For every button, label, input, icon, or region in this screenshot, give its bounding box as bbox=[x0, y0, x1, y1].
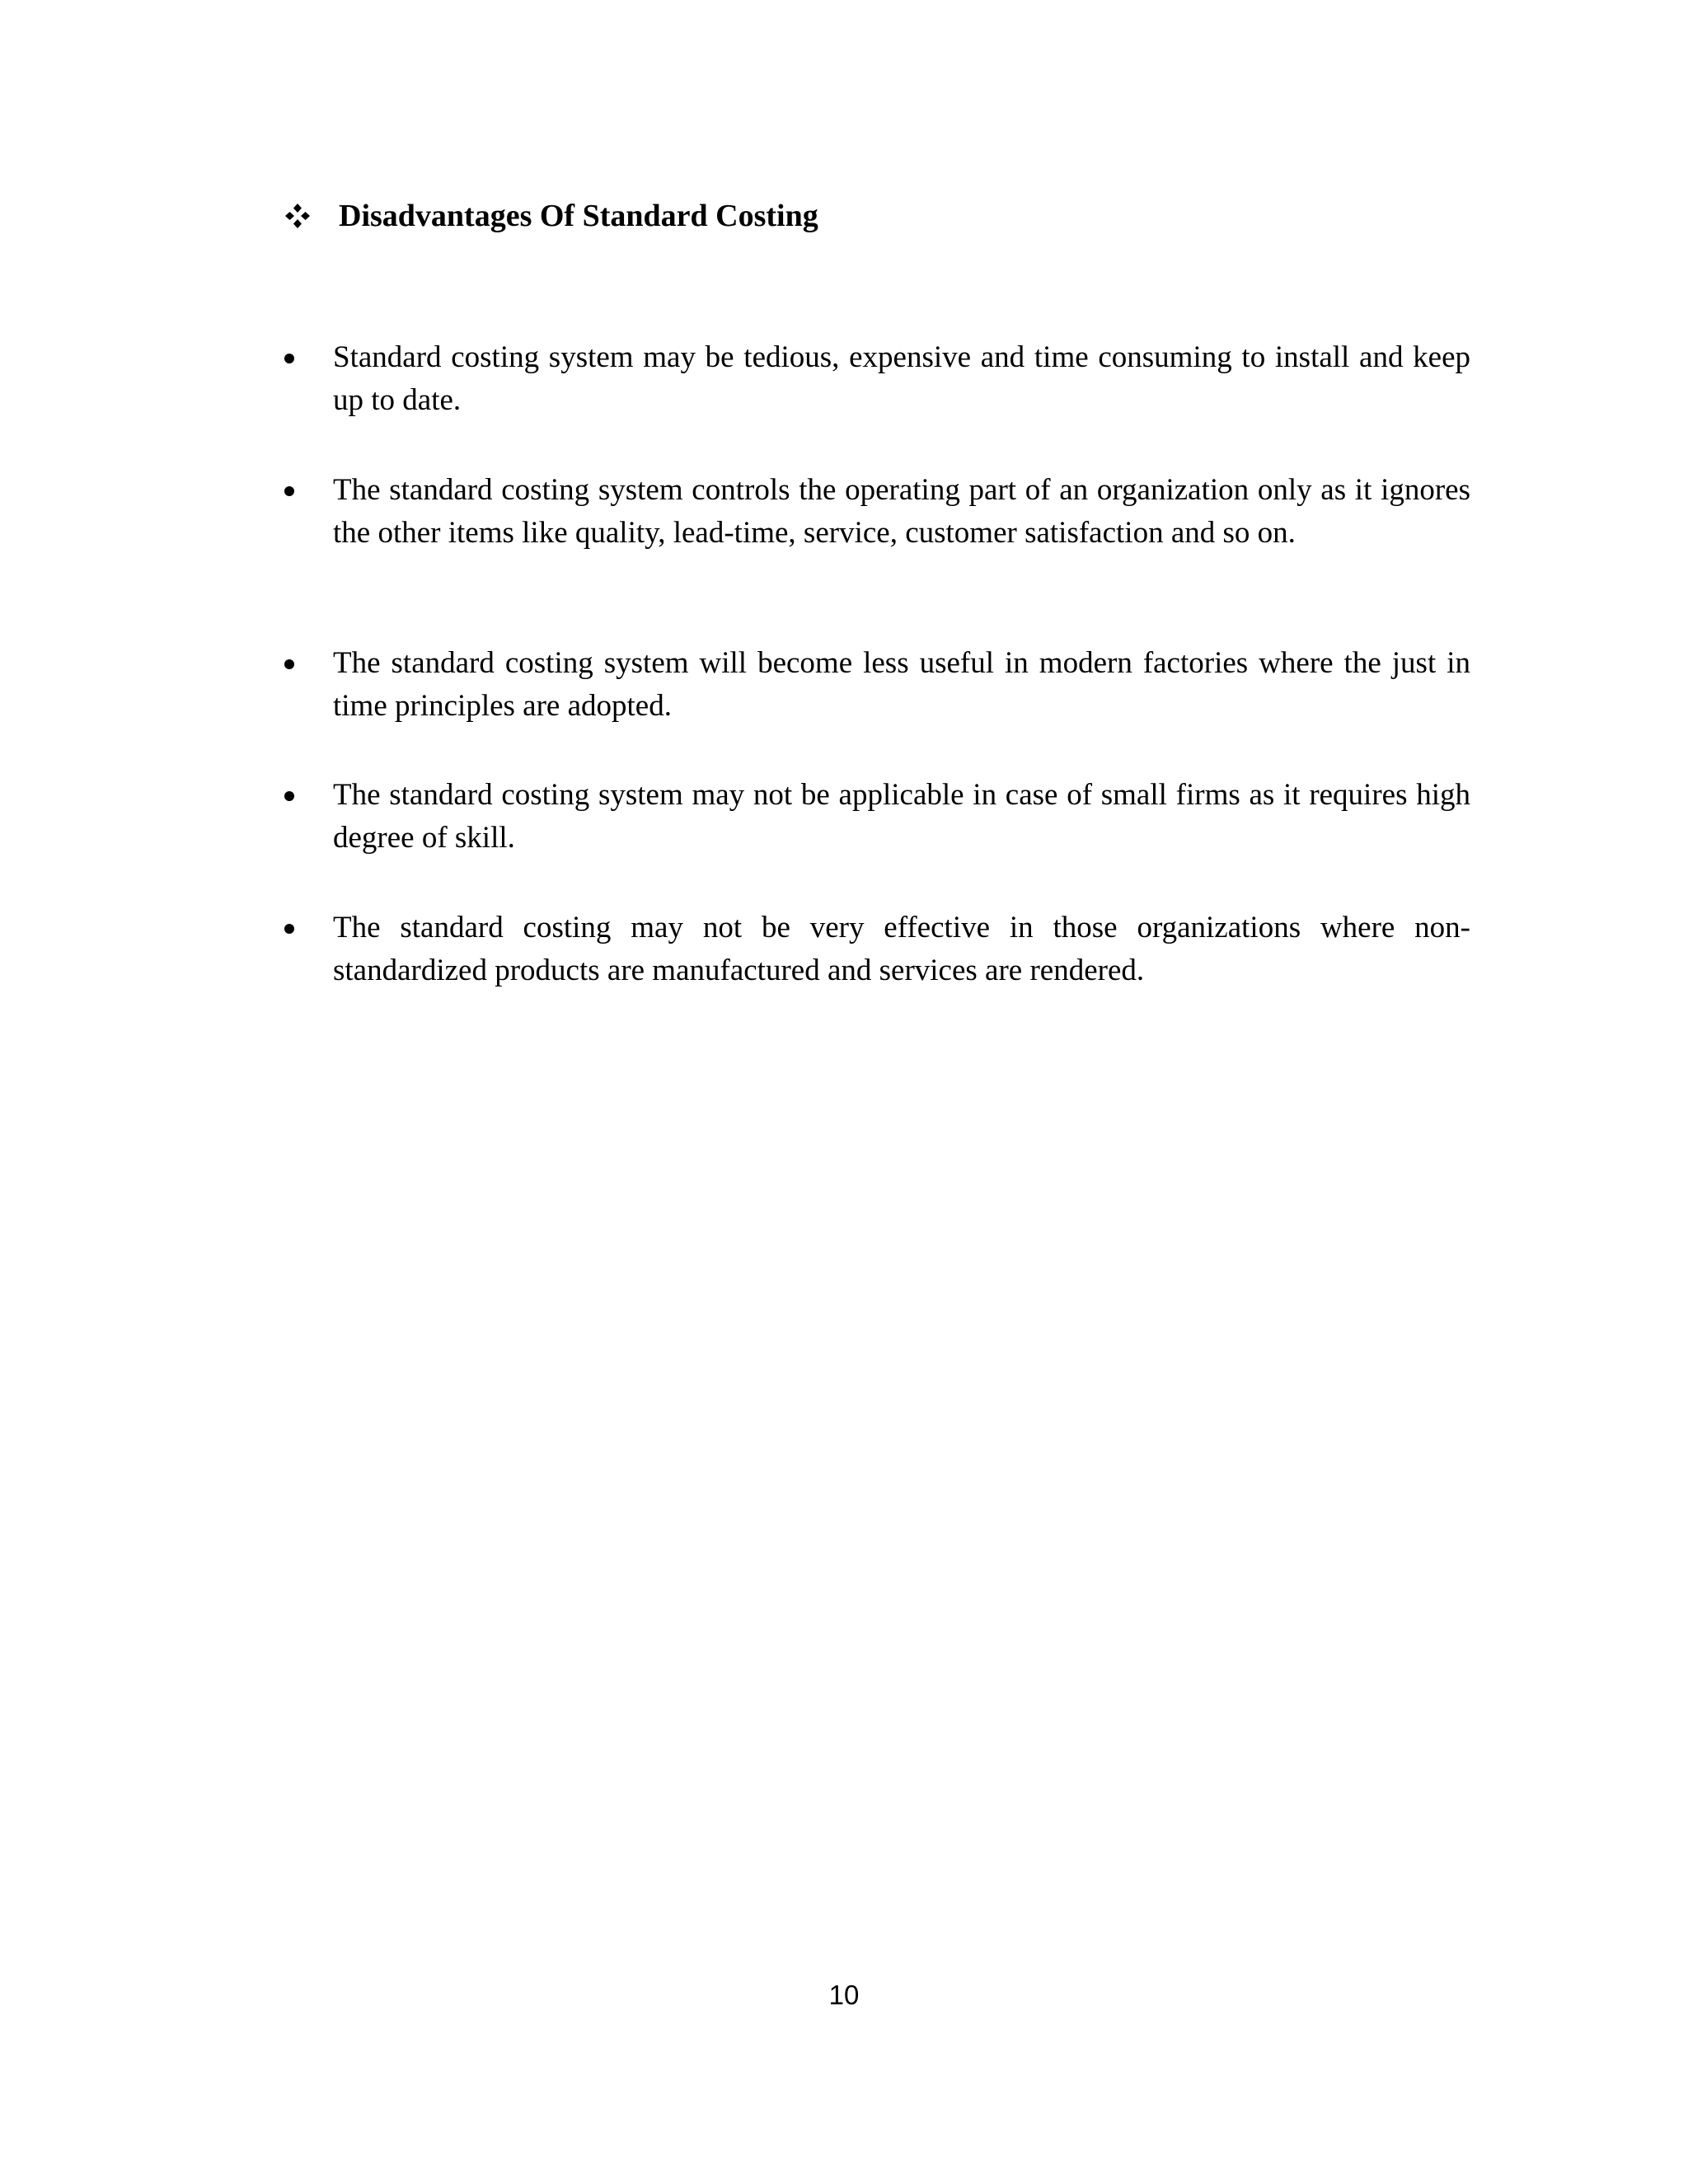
four-diamond-bullet-icon bbox=[284, 203, 311, 229]
list-item-text: Standard costing system may be tedious, expensive and time consuming to install and keep up to date. bbox=[333, 340, 1470, 417]
bullet-icon bbox=[284, 486, 294, 496]
bullet-icon bbox=[284, 791, 294, 801]
list-item-text: The standard costing may not be very effective in those organizations where non-standardized products are manufactured and services are rendered. bbox=[333, 911, 1470, 987]
bullet-icon bbox=[284, 354, 294, 363]
list-item-text: The standard costing system will become less useful in modern factories where the just in time principles are adopted. bbox=[333, 646, 1470, 723]
bullet-icon bbox=[284, 924, 294, 934]
bullet-icon bbox=[284, 659, 294, 669]
page-number: 10 bbox=[828, 1980, 860, 2010]
section-heading bbox=[284, 193, 818, 239]
list-item-text: The standard costing system controls the operating part of an organization only as it ignores the other items like quality, lead-time, service, customer satisfaction and so on. bbox=[333, 473, 1470, 550]
list-item-text: The standard costing system may not be applicable in case of small firms as it requires high degree of skill. bbox=[333, 778, 1470, 855]
section-title: Disadvantages Of Standard Costing bbox=[339, 199, 818, 233]
